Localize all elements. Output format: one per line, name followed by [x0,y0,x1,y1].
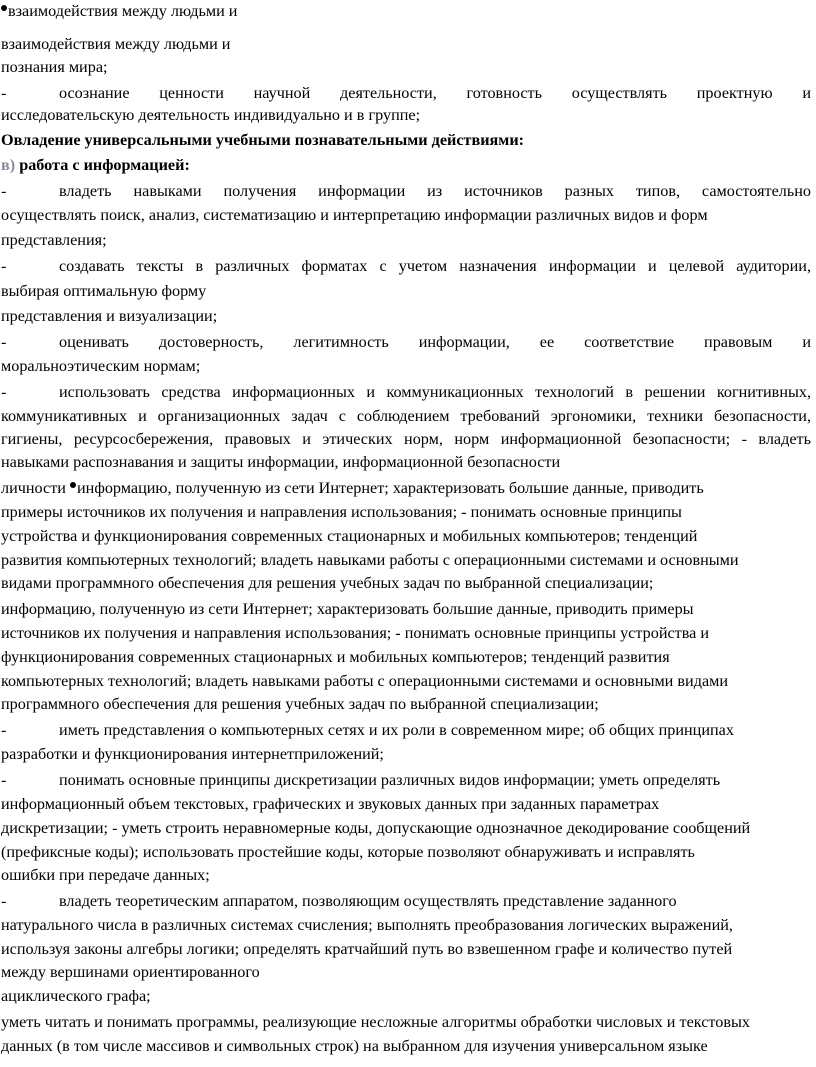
text-line: данных (в том числе массивов и символьных строк) на выбранном для изучения универсальном языке [1,1037,708,1055]
text-line: моральноэтическим нормам; [1,357,201,375]
list-dash: - [1,892,7,910]
list-dash: - [1,84,7,102]
list-marker: в) [1,156,16,174]
text-line: представления; [1,231,107,249]
text-line: навыками распознавания и защиты информации, информационной безопасности [1,453,561,471]
text-line: исследовательскую деятельность индивидуально и в группе; [1,106,421,124]
text-line: осуществлять поиск, анализ, систематизацию и интерпретацию информации различных видов и форм [1,206,708,224]
text-line: - понимать основные принципы дискретизации различных видов информации; уметь определять [1,771,721,789]
list-dash: - [1,771,7,789]
list-dash: - [1,383,7,401]
text-line: гигиены, ресурсосбережения, правовых и этических норм, норм информационной безопасности; - владеть [1,430,811,448]
text-line: программного обеспечения для решения учебных задач по выбранной специализации; [1,695,599,713]
list-dash: - [1,333,7,351]
text-line: ациклического графа; [1,987,151,1005]
text-line: коммуникативных и организационных задач с соблюдением требований эргономики, техники безопасности, [1,407,811,425]
section-heading: Овладение универсальными учебными познавательными действиями: [1,131,525,149]
text-line: представления и визуализации; [1,307,218,325]
text-line: (префиксные коды); использовать простейшие коды, которые позволяют обнаруживать и исправлять [1,843,695,861]
text-line: источников их получения и направления использования; - понимать основные принципы устройства и [1,624,710,642]
bullet-icon [70,482,76,488]
text-line: используя законы алгебры логики; определять кратчайший путь во взвешенном графе и количество путей [1,940,733,958]
bullet-icon [1,5,7,11]
text-line: - создавать тексты в различных форматах с учетом назначения информации и целевой аудитории, [1,257,811,275]
text-line: - оценивать достоверность, легитимность информации, ее соответствие правовым и [1,333,811,351]
text-line: между вершинами ориентированного [1,963,260,981]
text-line: - владеть теоретическим аппаратом, позволяющим осуществлять представление заданного [1,892,677,910]
text-line: познания мира; [1,58,108,76]
text-line: взаимодействия между людьми и [1,0,811,22]
text-line: личности информацию, полученную из сети Интернет; характеризовать большие данные, приводить [1,479,704,497]
text-line: функционирования современных стационарных и мобильных компьютеров; тенденций развития [1,648,670,666]
text-line: видами программного обеспечения для решения учебных задач по выбранной специализации; [1,574,654,592]
list-dash: - [1,182,7,200]
list-dash: - [1,721,7,739]
text-line: дискретизации; - уметь строить неравномерные коды, допускающие однозначное декодирование сообщений [1,819,751,837]
list-dash: - [1,257,7,275]
text-line: - осознание ценности научной деятельности, готовность осуществлять проектную и [1,84,811,102]
text-line: ошибки при передаче данных; [1,866,210,884]
subsection-heading: в) работа с информацией: [1,156,190,174]
text-line: устройства и функционирования современных стационарных и мобильных компьютеров; тенденций [1,527,698,545]
text-line: - использовать средства информационных и коммуникационных технологий в решении когнитивных, [1,383,811,401]
text-line: натурального числа в различных системах счисления; выполнять преобразования логических выражений, [1,916,733,934]
text-line: информационный объем текстовых, графических и звуковых данных при заданных параметрах [1,795,660,813]
text-line: взаимодействия между людьми и [1,35,231,53]
text-line: компьютерных технологий; владеть навыками работы с операционными системами и основными видами [1,672,729,690]
text-line: уметь читать и понимать программы, реализующие несложные алгоритмы обработки числовых и текстовых [1,1013,750,1031]
text-line: развития компьютерных технологий; владеть навыками работы с операционными системами и основными [1,551,739,569]
text-line: - иметь представления о компьютерных сетях и их роли в современном мире; об общих принципах [1,721,734,739]
text-line: примеры источников их получения и направления использования; - понимать основные принципы [1,503,682,521]
text-line: разработки и функционирования интернетприложений; [1,745,384,763]
text-line: выбирая оптимальную форму [1,282,207,300]
text-line: информацию, полученную из сети Интернет; характеризовать большие данные, приводить примеры [1,600,694,618]
text-line: - владеть навыками получения информации из источников разных типов, самостоятельно [1,182,811,200]
